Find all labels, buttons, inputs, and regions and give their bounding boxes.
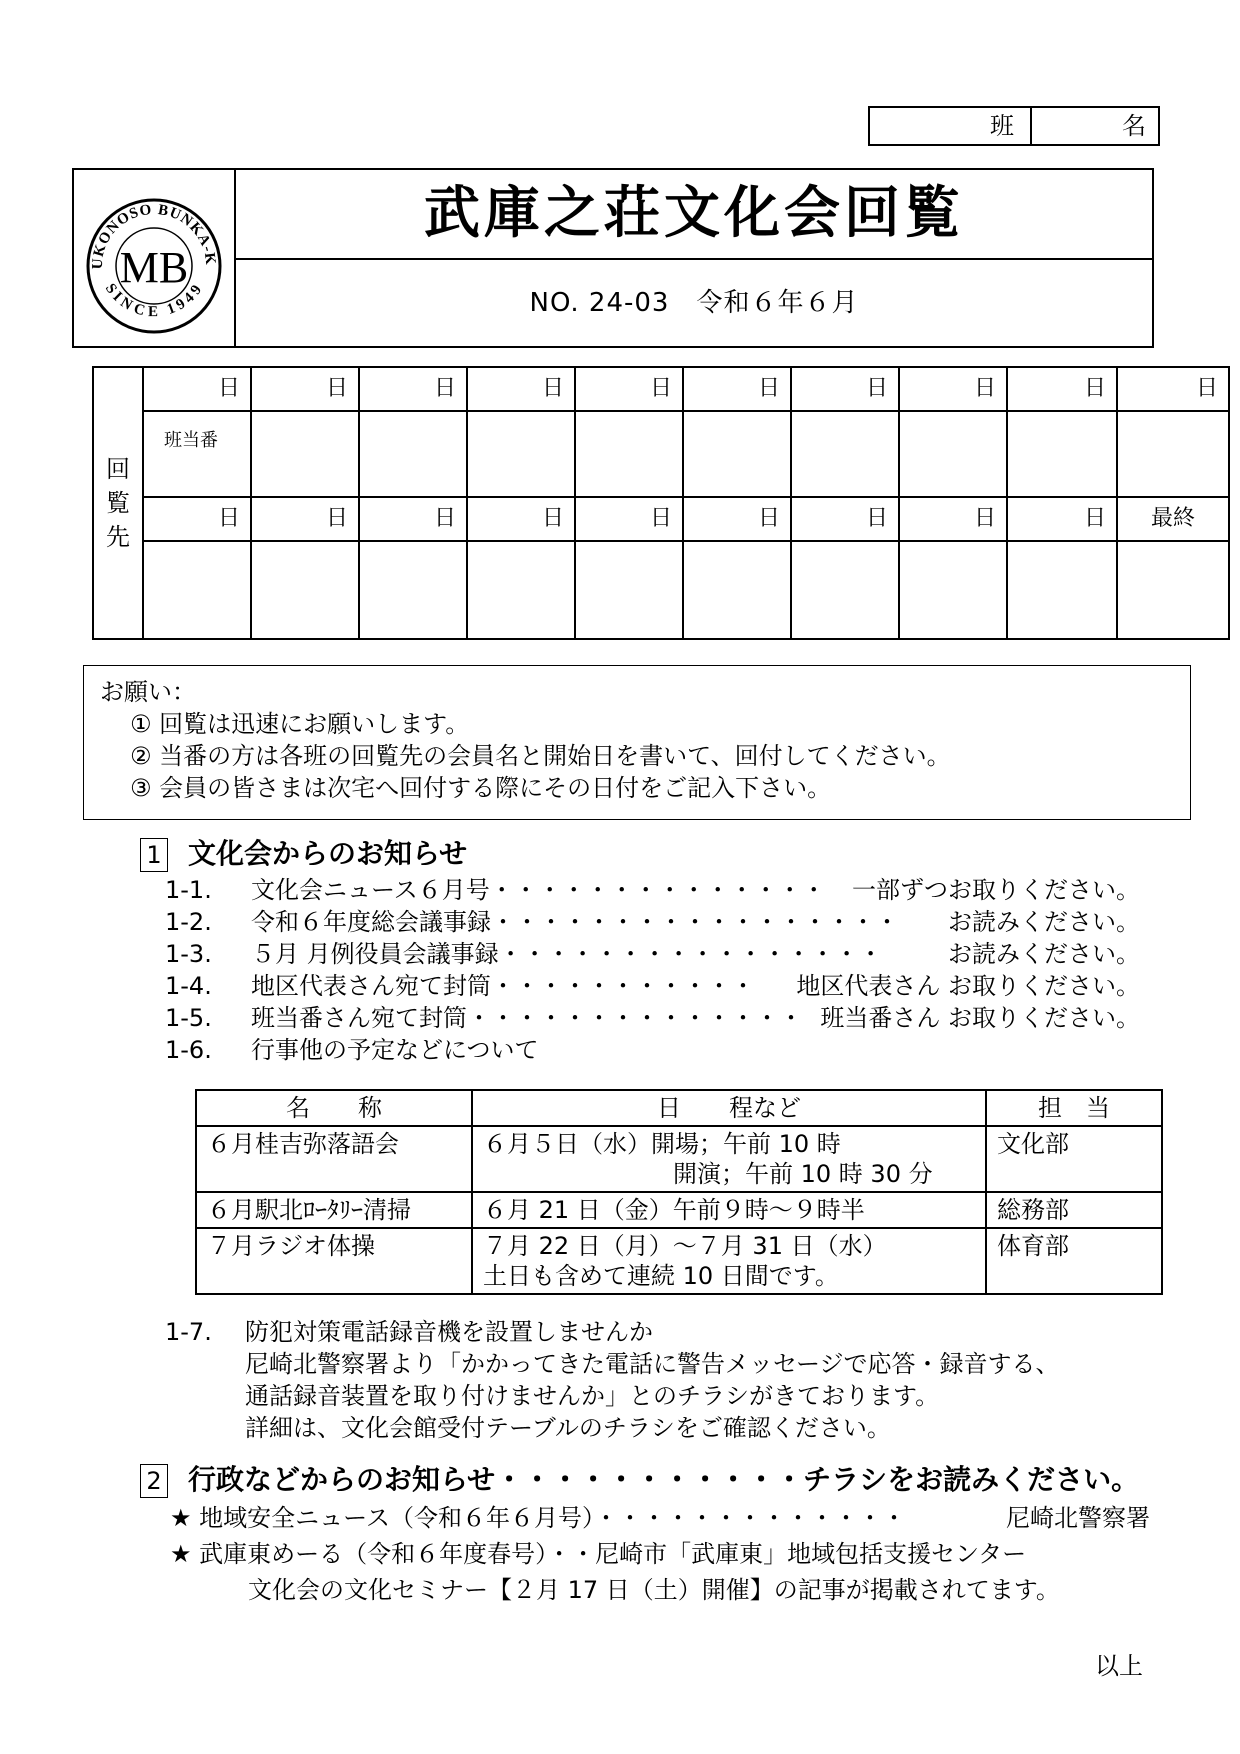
table-row (196, 1192, 1162, 1228)
header-schedule: 日 程など (472, 1090, 986, 1126)
event-dept: 体育部 (986, 1228, 1162, 1294)
mei-label: 名 (1122, 112, 1146, 140)
request-item: ② 当番の方は各班の回覧先の会員名と開始日を書いて、回付してください。 (130, 742, 951, 770)
request-item: ③ 会員の皆さまは次宅へ回付する際にその日付をご記入下さい。 (130, 774, 832, 802)
circulation-table (92, 366, 1230, 640)
section2-list (170, 1500, 1150, 1608)
member-cell[interactable] (1117, 411, 1229, 497)
day-cell: 日 (1007, 497, 1117, 541)
request-title: お願い： (100, 678, 196, 706)
mb-logo (74, 170, 234, 346)
member-cell[interactable] (1007, 541, 1117, 639)
day-cell: 日 (251, 367, 359, 411)
day-cell: 日 (143, 497, 251, 541)
section2-heading (140, 1458, 1139, 1498)
request-box (83, 665, 1191, 820)
section1-number: 1 (140, 838, 168, 872)
day-cell: 日 (791, 367, 899, 411)
day-cell: 日 (575, 497, 683, 541)
section2-number: 2 (140, 1464, 168, 1498)
member-cell[interactable] (791, 541, 899, 639)
header-dept: 担 当 (986, 1090, 1162, 1126)
closing-text: 以上 (1095, 1652, 1143, 1680)
table-row (196, 1228, 1162, 1294)
section2-title: 行政などからのお知らせ・・・・・・・・・・・チラシをお読みください。 (188, 1463, 1140, 1496)
event-dept: 文化部 (986, 1126, 1162, 1192)
circulation-label: 回覧先 (93, 367, 143, 639)
issue-number: NO. 24-03 令和６年６月 (529, 288, 859, 318)
event-name: ６月桂吉弥落語会 (196, 1126, 472, 1192)
event-schedule: ６月５日（水）開場；午前 10 時 開演；午前 10 時 30 分 (472, 1126, 986, 1192)
day-cell: 日 (683, 497, 791, 541)
logo-cell (74, 170, 236, 346)
list-item: 1-3. ５月 月例役員会議事録・・・・・・・・・・・・・・・・ お読みください。 (165, 940, 1140, 968)
day-cell: 日 (359, 367, 467, 411)
day-cell: 日 (899, 367, 1007, 411)
event-dept: 総務部 (986, 1192, 1162, 1228)
day-cell: 日 (683, 367, 791, 411)
final-cell: 最終 (1117, 497, 1229, 541)
request-item: ① 回覧は迅速にお願いします。 (130, 710, 470, 738)
list-item: ★ 武庫東めーる（令和６年度春号）・・尼崎市「武庫東」地域包括支援センター (170, 1540, 1027, 1568)
day-cell: 日 (899, 497, 1007, 541)
member-cell[interactable] (899, 411, 1007, 497)
member-cell[interactable] (143, 411, 251, 497)
section1-heading (140, 832, 467, 872)
day-cell: 日 (575, 367, 683, 411)
event-schedule: ７月 22 日（月）～７月 31 日（水） 土日も含めて連続 10 日間です。 (472, 1228, 986, 1294)
day-cell: 日 (1117, 367, 1229, 411)
member-cell[interactable] (467, 411, 575, 497)
table-row (196, 1126, 1162, 1192)
member-cell[interactable] (251, 411, 359, 497)
table-header-row (196, 1090, 1162, 1126)
member-cell[interactable] (1117, 541, 1229, 639)
section1-list (165, 874, 1140, 1066)
member-cell[interactable] (359, 411, 467, 497)
day-cell: 日 (467, 497, 575, 541)
han-label: 班 (870, 108, 1032, 144)
day-cell: 日 (359, 497, 467, 541)
day-cell: 日 (1007, 367, 1117, 411)
day-cell: 日 (143, 367, 251, 411)
member-cell[interactable] (359, 541, 467, 639)
list-item: ★ 地域安全ニュース（令和６年６月号）・・・・・・・・・・・・・ 尼崎北警察署 (170, 1504, 1150, 1532)
member-cell[interactable] (791, 411, 899, 497)
list-item: 1-4. 地区代表さん宛て封筒・・・・・・・・・・・ 地区代表さん お取りください。 (165, 972, 1140, 1000)
day-cell: 日 (251, 497, 359, 541)
logo-ring-top: UKONOSO BUNKA-K (89, 201, 219, 270)
member-cell[interactable] (575, 411, 683, 497)
member-cell[interactable] (1007, 411, 1117, 497)
logo-text: MB (119, 243, 189, 292)
member-cell[interactable] (683, 411, 791, 497)
day-cell: 日 (791, 497, 899, 541)
header-name: 名 称 (196, 1090, 472, 1126)
list-item: 1-6. 行事他の予定などについて (165, 1036, 539, 1064)
item-1-7: 1-7. 防犯対策電話録音機を設置しませんか 尼崎北警察署より「かかってきた電話に警告メッセージで応答・録音する、 通話録音装置を取り付けませんか」とのチラシがきております。 詳細は、文化会館受付テーブルのチラシをご確認ください。 (165, 1318, 1060, 1442)
logo-ring-bottom: SINCE 1949 (101, 280, 207, 321)
section2-note: 文化会の文化セミナー【２月 17 日（土）開催】の記事が掲載されてます。 (248, 1576, 1060, 1604)
member-cell[interactable] (683, 541, 791, 639)
page-title: 武庫之荘文化会回覧 (236, 170, 1152, 260)
event-name: ７月ラジオ体操 (196, 1228, 472, 1294)
events-table (195, 1089, 1163, 1295)
han-touban-label: 班当番 (164, 430, 218, 451)
event-schedule: ６月 21 日（金）午前９時～９時半 (472, 1192, 986, 1228)
member-cell[interactable] (575, 541, 683, 639)
han-name-box (868, 106, 1160, 146)
list-item: 1-5. 班当番さん宛て封筒・・・・・・・・・・・・・・ 班当番さん お取りください。 (165, 1004, 1140, 1032)
header (72, 168, 1154, 348)
section1-title: 文化会からのお知らせ (188, 837, 468, 870)
list-item: 1-1. 文化会ニュース６月号・・・・・・・・・・・・・・ 一部ずつお取りください。 (165, 876, 1140, 904)
list-item: 1-2. 令和６年度総会議事録・・・・・・・・・・・・・・・・・ お読みください。 (165, 908, 1140, 936)
member-cell[interactable] (467, 541, 575, 639)
member-cell[interactable] (251, 541, 359, 639)
member-cell[interactable] (143, 541, 251, 639)
day-cell: 日 (467, 367, 575, 411)
event-name: ６月駅北ﾛｰﾀﾘｰ清掃 (196, 1192, 472, 1228)
member-cell[interactable] (899, 541, 1007, 639)
